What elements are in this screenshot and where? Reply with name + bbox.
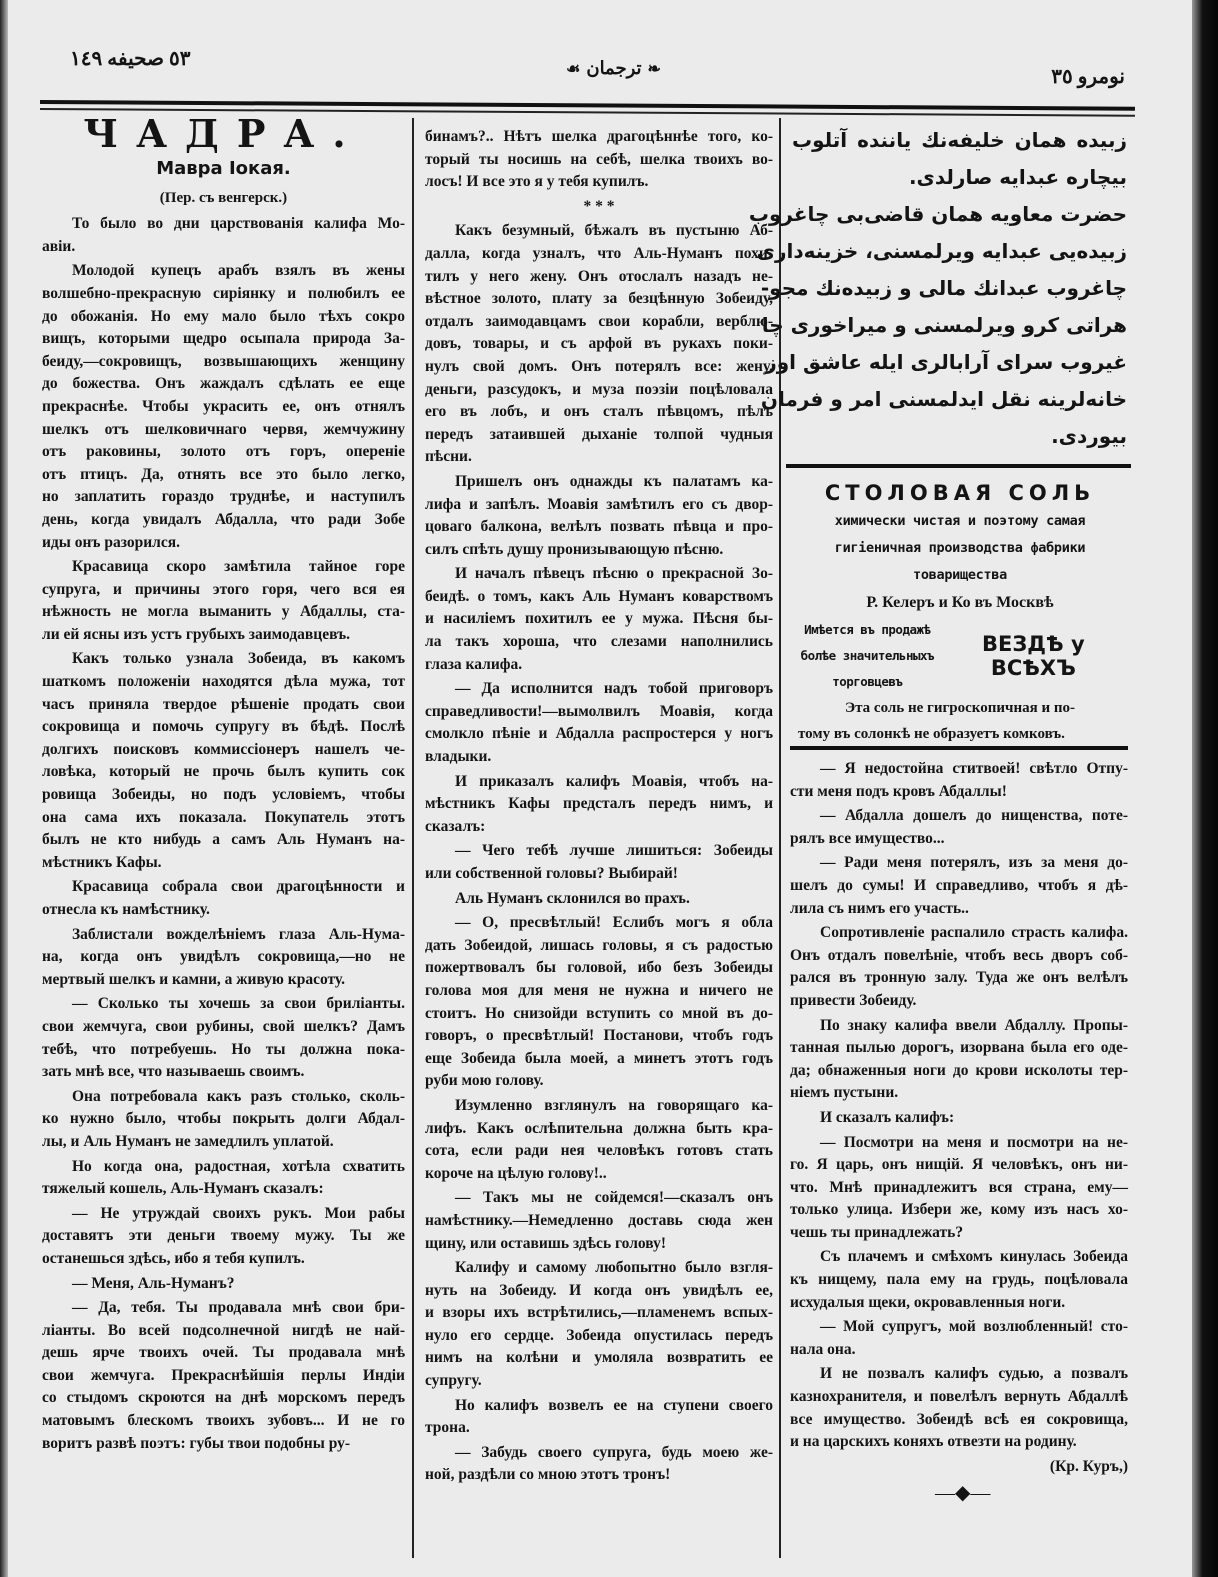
page-number	[70, 46, 191, 71]
text-line: волшебно-прекрасную сиріянку и полюбилъ ее	[42, 284, 405, 302]
text-line: — Чего тебѣ лучше лишиться: Зобеиды	[455, 842, 773, 860]
ad-title: СТОЛОВАЯ СОЛЬ	[824, 481, 1096, 505]
ottoman-text-line: چاغروب عبدانك مالی و زبیده‌نك مجو-	[760, 276, 1127, 300]
text-line: Онъ отдалъ повелѣніе, чтобъ весь дворъ соб-	[790, 946, 1128, 964]
text-line: тебѣ, что потребуешь. Но ты должна пока-	[42, 1040, 405, 1058]
text-line: до божества. Онъ жаждалъ сдѣлать ее еще	[42, 375, 405, 393]
paragraph	[425, 771, 773, 839]
text-line: силъ спѣть душу пронизывающую пѣсню.	[425, 540, 724, 558]
text-line: — Я недостойна ститвоей! свѣтло Отпу-	[820, 760, 1128, 777]
text-line: лы, и Аль Нуманъ не замедлилъ уплатой.	[42, 1132, 334, 1150]
text-line: мертвый шелкъ и камни, а живую красоту.	[42, 970, 345, 988]
text-line: день, когда увидалъ Абдалла, что ради Зобе	[42, 510, 405, 528]
paragraph	[425, 220, 773, 469]
paragraph	[42, 1273, 405, 1296]
text-line: супругу.	[425, 1372, 482, 1390]
paragraph	[42, 260, 405, 554]
text-line: и на царскихъ коняхъ отвезти на родину.	[790, 1433, 1077, 1451]
article-subtitle: (Пер. съ венгерск.)	[159, 189, 288, 206]
ottoman-text-line: بیچاره عبدایه صارلدی.	[908, 165, 1127, 189]
ad-slogan: ВЕЗДѢ у ВСѢХЪ	[982, 632, 1085, 680]
paragraph	[42, 556, 405, 646]
text-line: Аль Нуманъ склонился во прахъ.	[455, 889, 690, 907]
paragraph	[790, 1363, 1128, 1453]
text-line: тяжелый кошель, Аль-Нуманъ сказалъ:	[42, 1180, 324, 1198]
text-line: Молодой купецъ арабъ взялъ въ жены	[72, 262, 405, 280]
text-line: дешь ярче твоихъ очей. Ты продавала мнѣ	[42, 1344, 405, 1362]
text-line: шаткомъ положеніи находятся дѣла мужа, тот	[42, 673, 405, 691]
paragraph	[790, 758, 1128, 803]
ottoman-text-line: حضرت معاویه همان قاضی‌بی چاغروب	[748, 202, 1127, 226]
text-line: и взоры ихъ встрѣтились,—пламенемъ вспых-	[425, 1304, 773, 1322]
text-line: И началъ пѣвецъ пѣсню о прекрасной Зо-	[455, 565, 773, 583]
text-line: — Сколько ты хочешь за свои бриліанты.	[72, 995, 405, 1013]
text-line: — Не утруждай своихъ рукъ. Мои рабы	[72, 1204, 405, 1222]
text-line: — Абдалла дошелъ до нищенства, поте-	[820, 807, 1128, 825]
text-line: мѣстникъ Кафы предсталъ передъ нимъ, и	[425, 795, 773, 813]
text-line: передъ затаившей дыханіе толпой чудныя	[425, 425, 773, 443]
text-line: свои жемчуга, свои рубины, свой шелкъ? Дамъ	[42, 1017, 405, 1035]
text-line: что. Мнѣ принадлежитъ вся страна, ему—	[790, 1178, 1128, 1196]
text-line: руби мою голову.	[425, 1072, 544, 1090]
ad-line: гигіеничная производства фабрики	[834, 540, 1086, 556]
paragraph	[42, 1086, 405, 1154]
text-line: тилъ у него жену. Онъ отослалъ назадъ не-	[425, 267, 773, 285]
ad-availability-text	[790, 617, 945, 695]
text-line: По знаку калифа ввели Абдаллу. Пропы-	[820, 1016, 1128, 1034]
text-line: * * *	[583, 197, 615, 215]
text-line: ліанты. Во всей подсолнечной нигдѣ не най-	[42, 1321, 405, 1339]
paragraph	[425, 1442, 773, 1487]
text-line: — Забудь своего супруга, будь моею же-	[455, 1443, 773, 1461]
article-body	[790, 758, 1128, 1454]
text-line: — Меня, Аль-Нуманъ?	[72, 1274, 235, 1292]
text-line: матовымъ блескомъ твоихъ зубовъ... И не го	[42, 1412, 405, 1430]
text-line: далла, когда узналъ, что Аль-Нуманъ похи-	[425, 244, 773, 262]
text-line: лифа и запѣлъ. Моавія замѣтилъ его съ двор-	[425, 495, 773, 513]
text-line: Сопротивленіе распалило страсть калифа.	[820, 924, 1128, 942]
text-line: ровища Зобеиды, но подъ условіемъ, чтобы	[42, 786, 405, 804]
ottoman-text-line: بیوردی.	[1051, 424, 1127, 448]
text-line: да; обнаженныя ноги до крови исколоты тер-	[790, 1061, 1128, 1079]
text-line: лифъ. Какъ ослѣпительна должна быть кра-	[425, 1119, 773, 1137]
text-line: Заблистали вожделѣніемъ глаза Аль-Нума-	[72, 925, 405, 943]
text-line: рался въ тронную залу. Туда же онъ велѣлъ	[790, 969, 1128, 987]
text-line: И не позвалъ калифъ судью, а позвалъ	[820, 1365, 1128, 1383]
text-line: вищъ, которыми щедро осыпала природа За-	[42, 330, 405, 348]
text-line: нуть на Зобеиду. И когда онъ увидѣлъ ее,	[425, 1281, 773, 1299]
source-signature: (Кр. Куръ,)	[1049, 1457, 1128, 1475]
text-line: говоръ, о пресвѣтлый! Постанови, чтобъ годъ	[425, 1027, 773, 1045]
text-line: пѣсни.	[425, 448, 472, 466]
text-line: былъ не кто нибудь а самъ Аль Нуманъ на-	[42, 831, 405, 849]
text-line: владыки.	[425, 748, 492, 766]
text-line: свои жемчуга. Прекраснѣйшія перлы Индіи	[42, 1366, 405, 1384]
text-line: Но калифъ возвелъ ее на ступени своего	[455, 1396, 773, 1414]
text-line: къ нищему, пала ему на грудь, поцѣловала	[790, 1271, 1128, 1289]
text-line: сокровища и помочь супругу въ бѣдѣ. Послѣ	[42, 718, 405, 736]
text-line: на, когда онъ увидѣлъ сокровища,—но не	[42, 948, 405, 966]
text-line: сти меня подъ кровъ Абдаллы!	[790, 782, 1007, 800]
text-line: ко нужно было, чтобы покрыть долги Абдал-	[42, 1110, 405, 1128]
paragraph	[425, 471, 773, 561]
text-line: Какъ только узнала Зобеида, въ какомъ	[72, 650, 405, 668]
paragraph	[425, 1395, 773, 1440]
paragraph	[790, 1316, 1128, 1361]
text-line: цоваго балкона, велѣлъ позвать пѣвца и про-	[425, 518, 773, 536]
text-line: мѣстникъ Кафы.	[42, 853, 162, 871]
column-2	[425, 126, 773, 1489]
ad-line: тому въ солонкѣ не образуетъ комковъ.	[798, 726, 1065, 742]
text-line: еще Зобеида была моей, а минетъ этотъ годъ	[425, 1049, 773, 1067]
text-line: торый ты носишь на себѣ, шелка твоихъ во-	[425, 150, 773, 168]
text-line: чешь ты принадлежать?	[790, 1223, 964, 1241]
text-line: сота, если ради нея человѣкъ готовъ стать	[425, 1142, 773, 1160]
ad-line: болѣе значительныхъ	[800, 648, 935, 663]
column-1	[42, 112, 405, 1457]
paragraph	[42, 876, 405, 921]
paragraph	[425, 912, 773, 1093]
column-divider	[412, 118, 414, 1558]
text-line: шелкъ отъ шелковичнаго червя, жемчужину	[42, 420, 405, 438]
text-line: То было во дни царствованія калифа Мо-	[72, 215, 405, 233]
page-extra: ٥٣	[169, 48, 191, 70]
text-line: до обожанія. Но ему мало было тѣхъ сокро	[42, 307, 405, 325]
text-line: Красавица скоро замѣтила тайное горе	[72, 558, 405, 576]
section-rule	[786, 464, 1131, 468]
paragraph	[42, 924, 405, 992]
text-line: ной, раздѣли со мною этотъ тронъ!	[425, 1466, 671, 1484]
text-line: иды онъ разорился.	[42, 533, 180, 551]
text-line: нѣжность не могла выманить у Абдаллы, ста-	[42, 603, 405, 621]
text-line: И приказалъ калифъ Моавія, чтобъ на-	[455, 772, 773, 790]
text-line: смолкло пѣніе и Абдалла распростерся у ногъ	[425, 725, 773, 743]
text-line: беиду,—сокровищъ, возвышающихъ женщину	[42, 352, 405, 370]
text-line: останешься здѣсь, ибо я тебя купилъ.	[42, 1249, 305, 1267]
article-author: Мавра Iокая.	[156, 158, 291, 179]
text-line: нулъ свой домъ. Онъ потерялъ все: жену,	[425, 357, 773, 375]
ottoman-text-line: زبیده‌یی عبدایه ویرلمسنی، خزینه‌داری	[756, 239, 1127, 263]
ad-line: химически чистая и поэтому самая	[834, 513, 1086, 529]
article-body	[425, 126, 773, 1487]
paragraph	[425, 1257, 773, 1393]
paragraph	[790, 1246, 1128, 1314]
masthead	[40, 40, 1135, 110]
paragraph	[790, 852, 1128, 920]
text-line: исхудалыя щеки, окровавленныя ноги.	[790, 1293, 1066, 1311]
paragraph	[790, 1132, 1128, 1245]
text-line: деньги, разсудокъ, и муза поэзіи поцѣловала	[425, 380, 773, 398]
article-title: ЧАДРА.	[83, 111, 364, 156]
text-line: ніемъ пустыни.	[790, 1084, 899, 1102]
text-line: отъ раковины, золото отъ горъ, опереніе	[42, 443, 405, 461]
ad-line: Эта соль не гигроскопичная и по-	[844, 700, 1076, 716]
text-line: Но когда она, радостная, хотѣла схватить	[72, 1157, 405, 1175]
text-line: стоитъ. Но снизойди вступить со мной въ до-	[425, 1004, 773, 1022]
text-line: Красавица собрала свои драгоцѣнности и	[72, 878, 405, 896]
ad-line: торговцевъ	[832, 674, 903, 689]
text-line: ловѣка, который не прочь былъ купить сок	[42, 763, 405, 781]
newspaper-title-text: ترجمان	[586, 58, 642, 78]
text-line: Съ плачемъ и смѣхомъ кинулась Зобеида	[820, 1248, 1128, 1266]
text-line: справедливости!—вымолвилъ Моавія, когда	[425, 702, 773, 720]
text-line: глаза калифа.	[425, 655, 523, 673]
paragraph	[790, 922, 1128, 1012]
text-line: голова моя для меня не нужна и ничего не	[425, 981, 773, 999]
paragraph	[42, 993, 405, 1083]
text-line: Изумленно взглянулъ на говорящаго ка-	[455, 1096, 773, 1114]
paragraph	[425, 840, 773, 885]
text-line: — Ради меня потерялъ, изъ за меня до-	[820, 854, 1128, 872]
text-line: привести Зобеиду.	[790, 991, 917, 1009]
text-line: зать мнѣ все, что называешь своимъ.	[42, 1063, 305, 1081]
text-line: — Такъ мы не сойдемся!—сказалъ онъ	[455, 1189, 773, 1207]
text-line: лосъ! И все это я у тебя купилъ.	[425, 173, 649, 191]
paragraph	[425, 1095, 773, 1185]
paragraph	[425, 126, 773, 194]
text-line: и насиліемъ похитилъ ее у мужа. Пѣсня бы-	[425, 610, 773, 628]
text-line: дать Зобеидой, лишась головы, я съ радостью	[425, 936, 773, 954]
scan-edge-left	[0, 0, 8, 1577]
paragraph	[425, 888, 773, 911]
text-line: короче на цѣлую голову!..	[425, 1164, 607, 1182]
text-line: доставятъ эти деньги твоему мужу. Ты же	[42, 1227, 405, 1245]
text-line: долгихъ поисковъ коммиссіонеръ нашелъ че-	[42, 740, 405, 758]
ad-availability	[790, 617, 1130, 695]
text-line: — Да, тебя. Ты продавала мнѣ свои бри-	[72, 1299, 405, 1317]
text-line: его въ лобъ, и онъ сталъ пѣвцомъ, пѣлъ	[425, 403, 773, 421]
paragraph	[42, 213, 405, 258]
paragraph	[425, 1187, 773, 1255]
text-line: часъ приняла твердое рѣшеніе продать свои	[42, 695, 405, 713]
text-line: танная пылью дорогъ, изорвана была его оде-	[790, 1039, 1128, 1057]
text-line: лила съ нимъ его участь..	[790, 899, 969, 917]
paragraph	[42, 1297, 405, 1455]
text-line: трона.	[425, 1419, 470, 1437]
ottoman-text-line: خانه‌لرینه نقل ایدلمسنی امر و فرمان	[760, 387, 1127, 411]
text-line: И сказалъ калифъ:	[820, 1108, 955, 1126]
paragraph	[42, 648, 405, 874]
end-ornament-icon: —◆—	[935, 1482, 991, 1504]
text-line: Какъ безумный, бѣжалъ въ пустыню Аб-	[455, 222, 773, 240]
text-line: со стыдомъ скроются на днѣ морскомъ передъ	[42, 1389, 405, 1407]
text-line: сказалъ:	[425, 817, 486, 835]
text-line: нуло его сердце. Зобеида опустилась передъ	[425, 1326, 773, 1344]
text-line: отъ птицъ. Да, отнять все это было легко,	[42, 465, 405, 483]
paragraph	[425, 563, 773, 676]
text-line: все имущество. Зобеидѣ всѣ ея сокровища,	[790, 1410, 1128, 1428]
column-3	[790, 758, 1128, 1478]
text-line: го. Я царь, онъ нищій. Я человѣкъ, онъ ни-	[790, 1156, 1128, 1174]
text-line: или собственной головы? Выбирай!	[425, 865, 678, 882]
text-line: вѣстное золото, плату за безцѣнную Зобеиду,	[425, 290, 773, 308]
article-body	[42, 213, 405, 1455]
text-line: довъ, товары, и съ арфой въ рукахъ поки-	[425, 335, 773, 353]
ornament-icon: ☙	[566, 61, 581, 78]
text-line: отнесла къ намѣстнику.	[42, 901, 210, 918]
text-line: воритъ развѣ поэтъ: губы твои подобны ру-	[42, 1434, 351, 1452]
ottoman-text-line: زبیده همان خلیفه‌نك یاننده آتلوب	[792, 128, 1127, 152]
text-line: супруга, и причины этого горя, чего вся ея	[42, 580, 405, 598]
text-line: шелъ до сумы! И справедливо, чтобъ я дѣ-	[790, 876, 1128, 894]
text-line: но заплатить гораздо труднѣе, и наступилъ	[42, 488, 405, 506]
ottoman-text-block	[748, 122, 1127, 455]
advertisement	[790, 478, 1130, 747]
paragraph	[425, 678, 773, 768]
issue-number: نومرو ٣٥	[1051, 66, 1125, 88]
text-line: Пришелъ онъ однажды къ палатамъ ка-	[455, 472, 773, 490]
text-line: — Посмотри на меня и посмотри на не-	[820, 1133, 1128, 1151]
text-line: щину, или оставишь здѣсь голову!	[425, 1234, 667, 1252]
text-line: ла такъ хороша, что слезами наполнились	[425, 633, 773, 651]
ad-line: товарищества	[913, 567, 1007, 583]
text-line: ли ей ясны изъ устъ грубыхъ заимодавцевъ.	[42, 625, 351, 643]
text-line: намѣстнику.—Немедленно доставь сюда жен	[425, 1211, 773, 1229]
ad-line: Имѣется въ продажѣ	[804, 622, 931, 637]
ottoman-text-line: غیروب سرای آرابالری ایله عاشق اوز	[765, 350, 1127, 374]
text-line: казнохранителя, и повелѣлъ вернуть Абдаллѣ	[790, 1388, 1128, 1406]
paragraph	[42, 1203, 405, 1271]
text-line: прекраснѣе. Чтобы украсить ее, онъ отнялъ	[42, 397, 405, 415]
text-line: Она потребовала какъ разъ столько, сколь-	[72, 1087, 405, 1105]
paragraph	[790, 1015, 1128, 1105]
text-line: она сама ихъ показала. Покупатель этотъ	[42, 808, 405, 826]
text-line: — Мой супругъ, мой возлюбленный! сто-	[820, 1318, 1128, 1336]
ad-firm: Р. Келеръ и Ко въ Москвѣ	[866, 594, 1054, 611]
ottoman-text-line: هراتی کرو ویرلمسنی و میراخوری چا	[761, 313, 1127, 337]
text-line: нала она.	[790, 1340, 856, 1358]
text-line: — Да исполнится надъ тобой приговоръ	[455, 680, 773, 698]
scan-edge-right	[1192, 0, 1218, 1577]
paragraph	[790, 805, 1128, 850]
text-line: отдалъ заимодавцамъ свои корабли, верблю-	[425, 312, 773, 330]
text-line: бинамъ?.. Нѣтъ шелка драгоцѣннѣе того, ко-	[425, 128, 773, 145]
text-line: беидѣ. о томъ, какъ Аль Нуманъ коварствомъ	[425, 587, 773, 605]
section-rule	[790, 746, 1128, 750]
newspaper-title	[560, 58, 667, 79]
ornament-icon: ❧	[647, 61, 661, 78]
paragraph	[425, 196, 773, 219]
text-line: авіи.	[42, 237, 76, 255]
text-line: пожертвовалъ бы головой, ибо безъ Зобеиды	[425, 959, 773, 977]
text-line: только улица. Избери же, кому изъ насъ хо-	[790, 1201, 1128, 1219]
paragraph	[790, 1107, 1128, 1130]
paragraph	[42, 1156, 405, 1201]
text-line: рялъ все имущество...	[790, 829, 945, 847]
text-line: — О, пресвѣтлый! Еслибъ могъ я обла	[455, 914, 773, 932]
page-label: صحیفه ١٤٩	[70, 48, 165, 70]
text-line: Калифу и самому любопытно было взгля-	[455, 1259, 773, 1277]
text-line: нимъ на колѣни и умоляла возвратить ее	[425, 1349, 773, 1367]
